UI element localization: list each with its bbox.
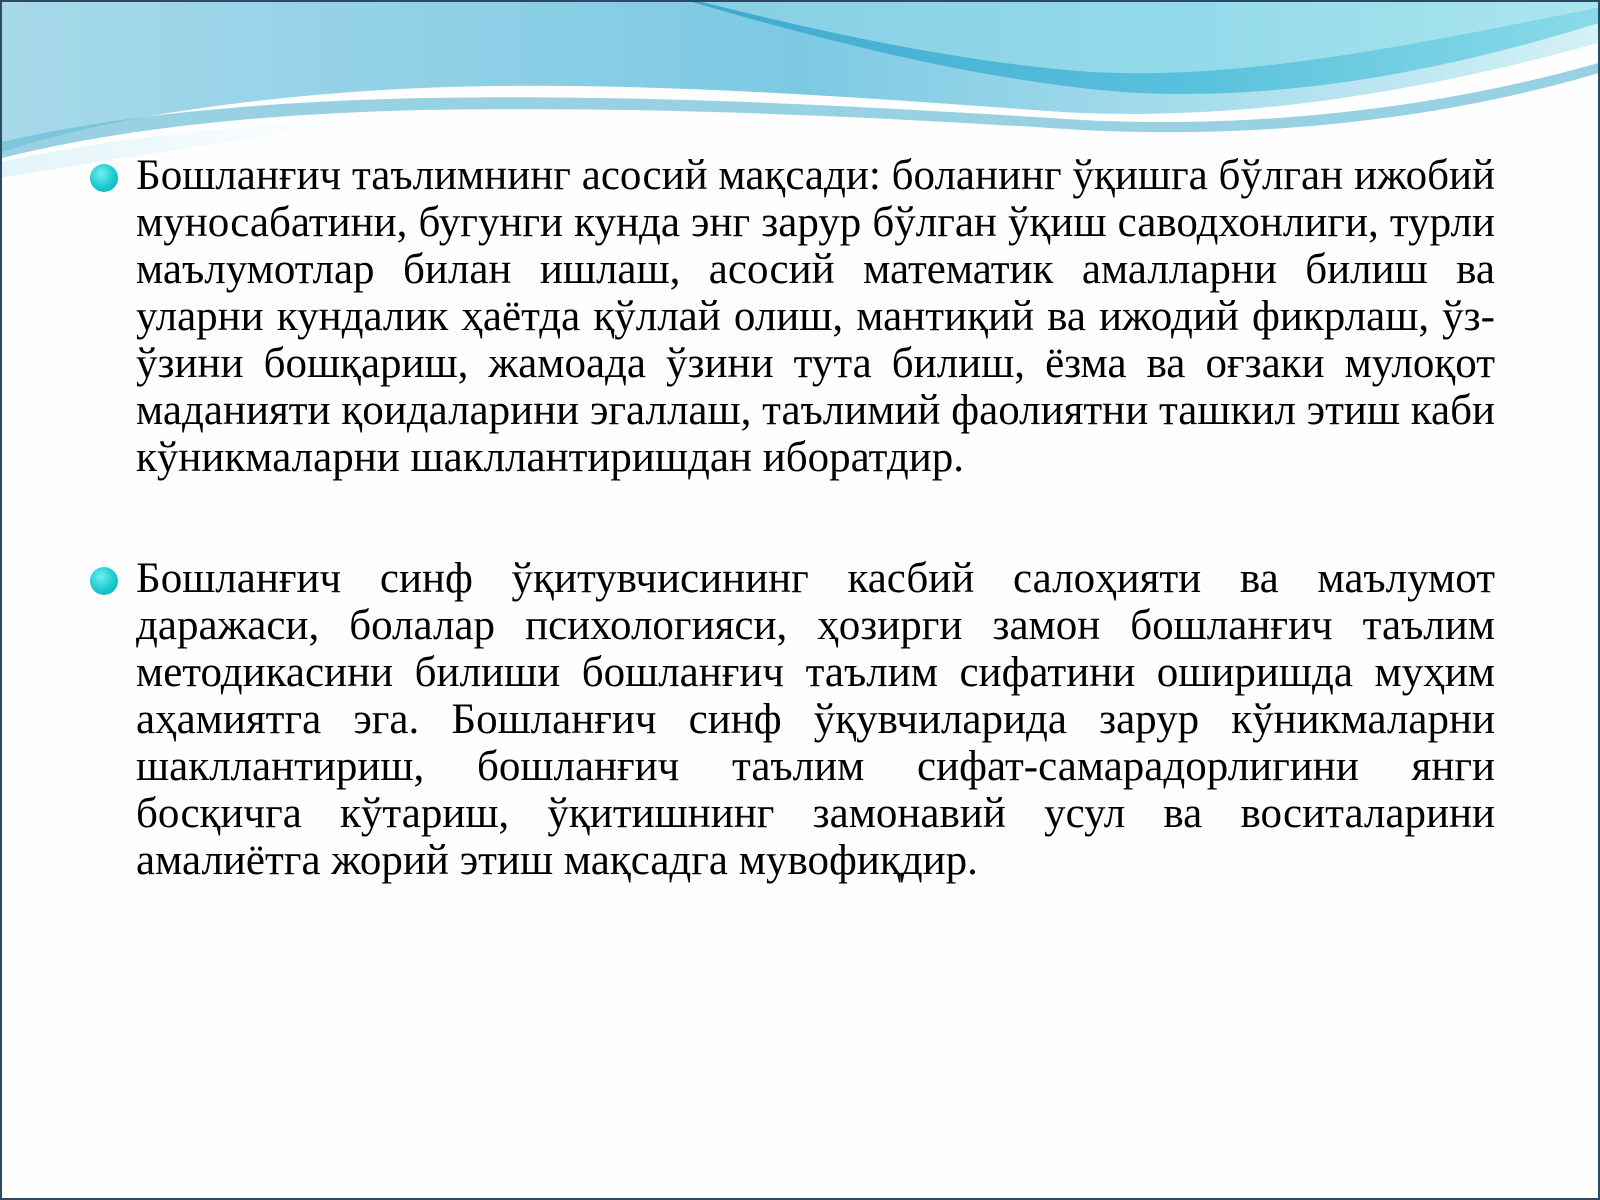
bullet-item-1 xyxy=(90,152,1495,481)
bullet-item-2 xyxy=(90,555,1495,884)
bullet-dot-icon xyxy=(90,164,118,192)
bullet-text-1: Бошланғич таълимнинг асосий мақсади: боланинг ўқишга бўлган ижобий муносабатини, бугунги кунда энг зарур бўлган ўқиш саводхонлиги, турли маълумотлар билан ишлаш, асосий математик амалларни билиш ва уларни кундалик ҳаётда қўллай олиш, мантиқий ва ижодий фикрлаш, ўз-ўзини бошқариш, жамоада ўзини тута билиш, ёзма ва оғзаки мулоқот маданияти қоидаларини эгаллаш, таълимий фаолиятни ташкил этиш каби кўникмаларни шакллантиришдан иборатдир. xyxy=(136,152,1495,481)
bullet-dot-icon xyxy=(90,567,118,595)
bullet-text-2: Бошланғич синф ўқитувчисининг касбий салоҳияти ва маълумот даражаси, болалар психологияси, ҳозирги замон бошланғич таълим методикасини билиши бошланғич таълим сифатини оширишда муҳим аҳамиятга эга. Бошланғич синф ўқувчиларида зарур кўникмаларни шакллантириш, бошланғич таълим сифат-самарадорлигини янги босқичга кўтариш, ўқитишнинг замонавий усул ва воситаларини амалиётга жорий этиш мақсадга мувофиқдир. xyxy=(136,555,1495,884)
slide-content xyxy=(90,152,1495,958)
